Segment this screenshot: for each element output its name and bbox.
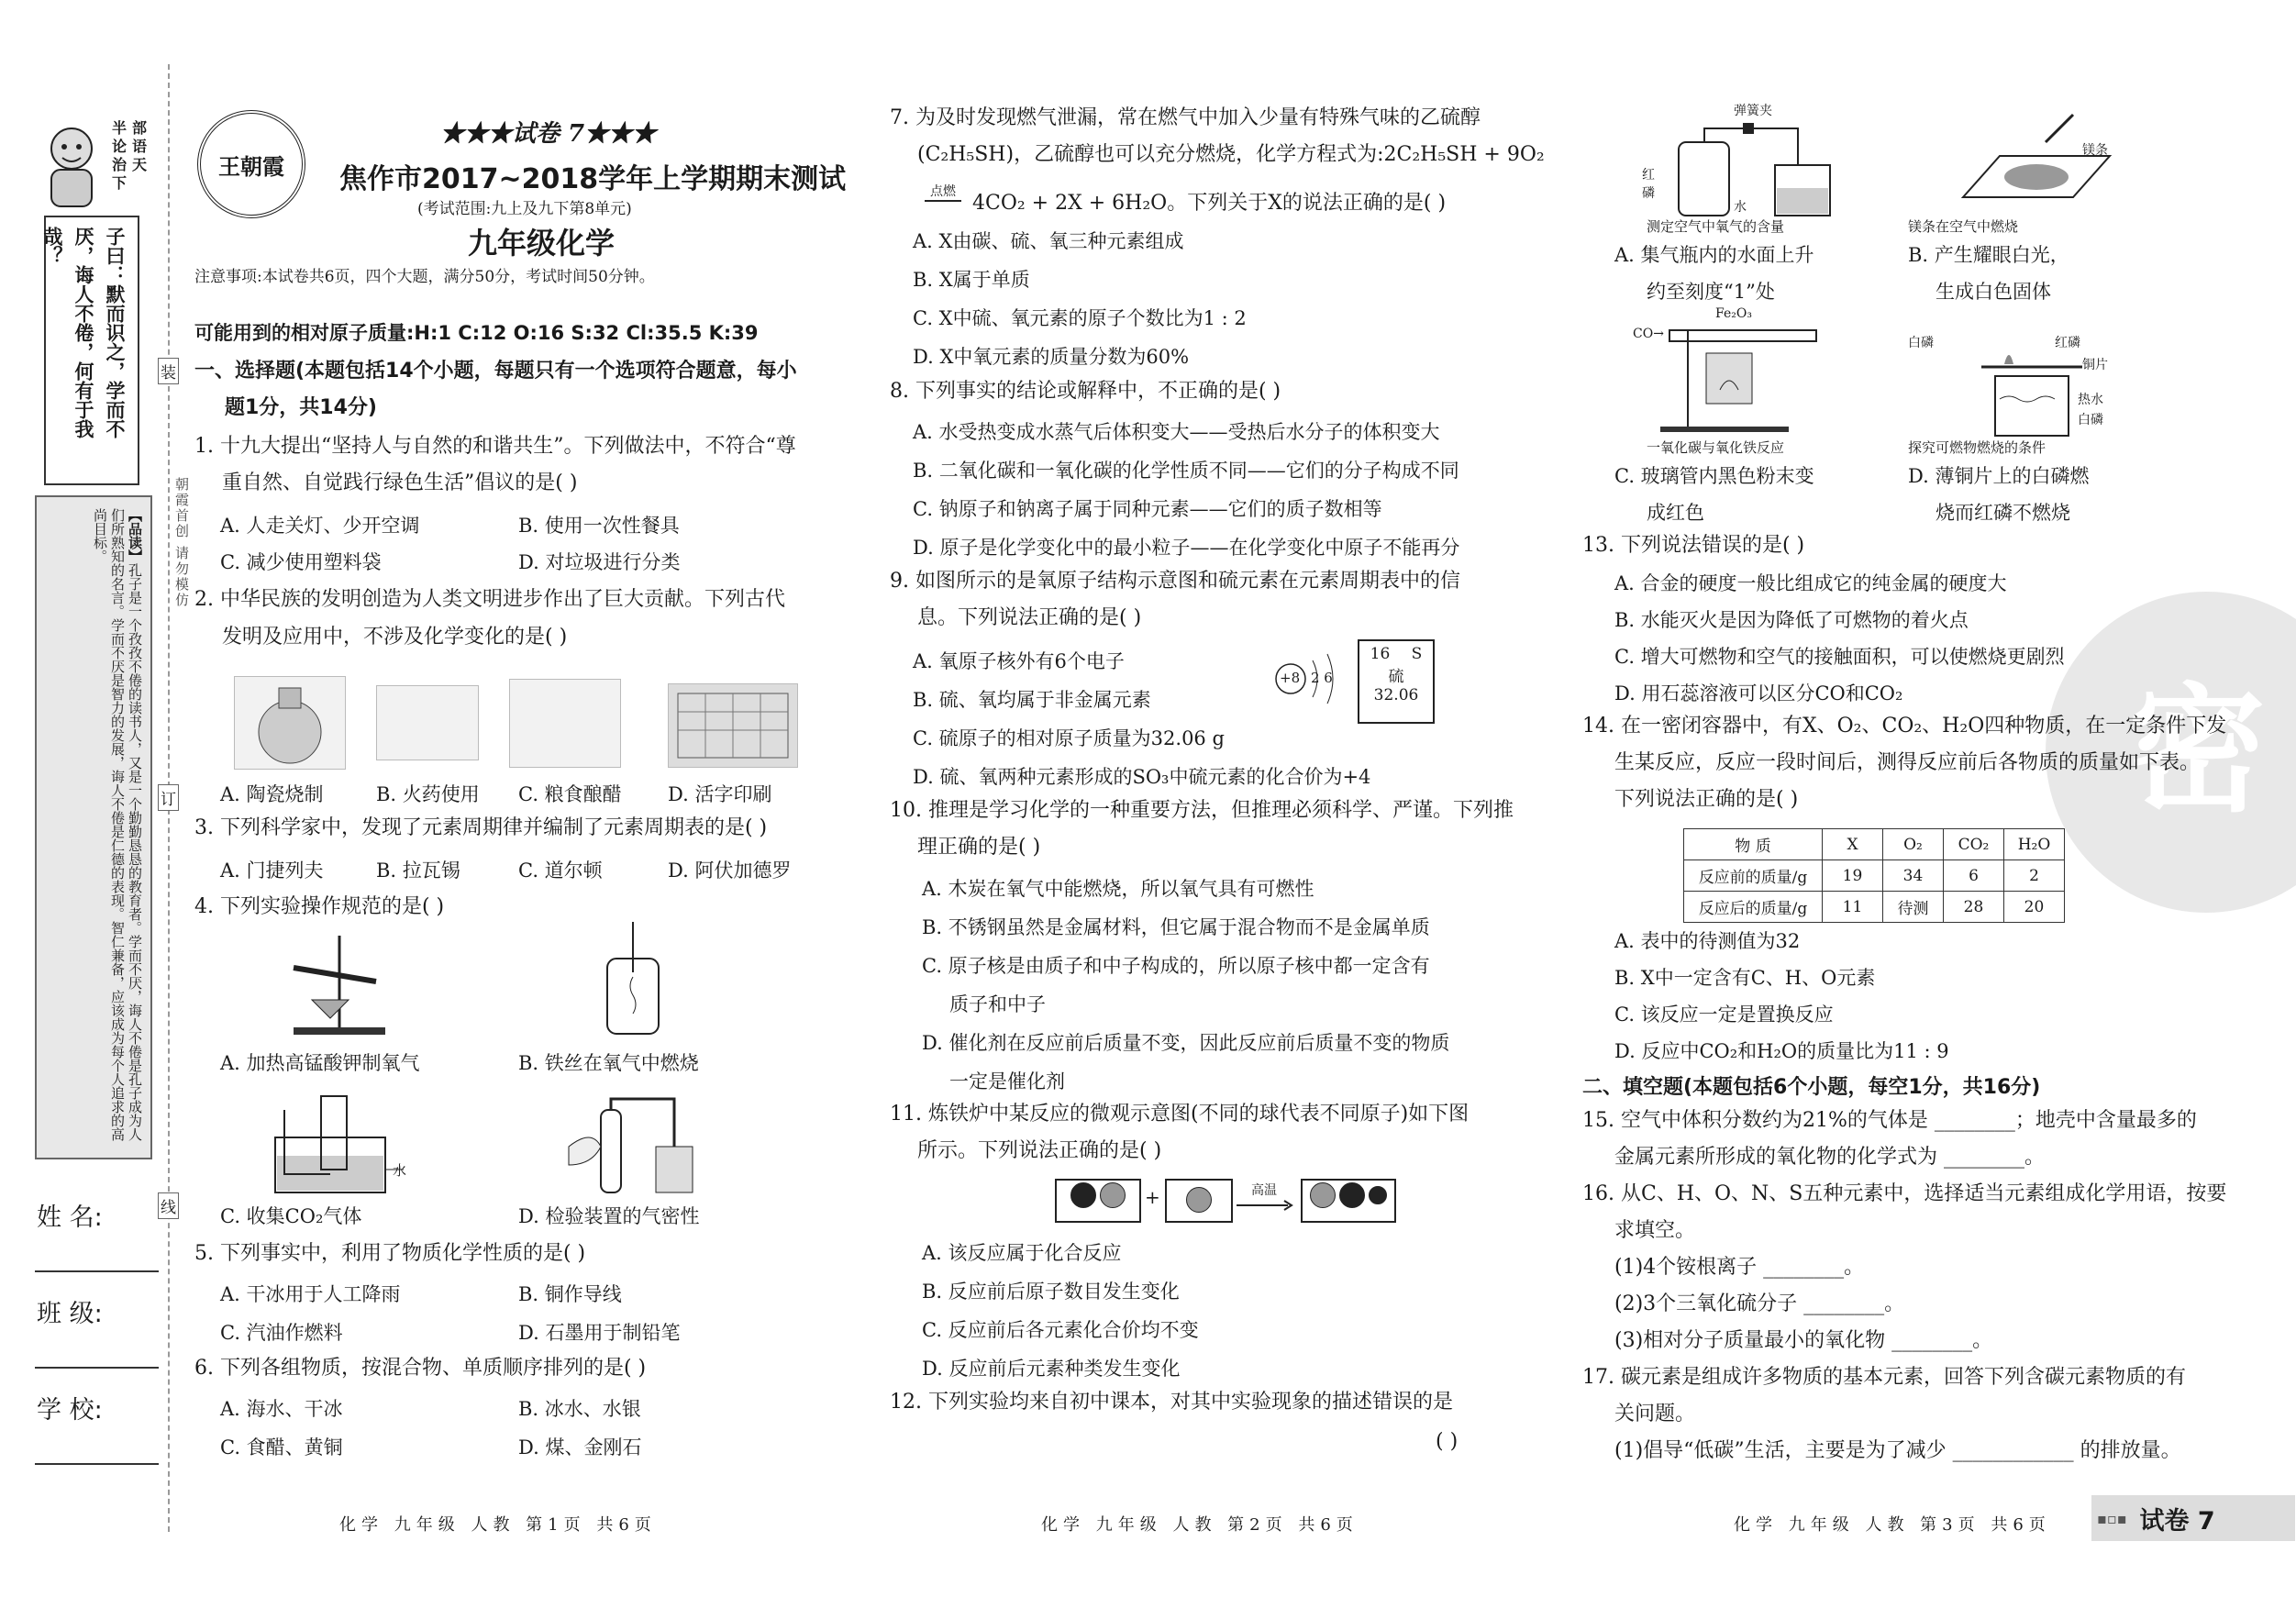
q4-option-c[interactable]: C. 收集CO₂气体 — [220, 1205, 362, 1227]
mass-table — [1683, 828, 2065, 923]
class-label: 班 级: — [37, 1300, 103, 1328]
q13-option-a[interactable]: A. 合金的硬度一般比组成它的纯金属的硬度大 — [1614, 572, 2007, 594]
q5-option-c[interactable]: C. 汽油作燃料 — [220, 1322, 343, 1344]
q16-blank-2[interactable]: (2)3个三氧化硫分子 ________。 — [1614, 1292, 1905, 1315]
element-number-symbol — [1359, 645, 1433, 663]
gas-collection-figure — [266, 1092, 413, 1202]
question-15-cont: 金属元素所形成的氧化物的化学式为 ________。 — [1614, 1146, 2045, 1169]
q7-option-b[interactable]: B. X属于单质 — [913, 269, 1030, 291]
fig-b-caption: 镁条在空气中燃烧 — [1908, 218, 2019, 235]
q3-option-b[interactable]: B. 拉瓦锡 — [376, 859, 460, 882]
page-footer-3: 化学 九年级 人教 第3页 共6页 — [1734, 1515, 2051, 1535]
q4-option-b[interactable]: B. 铁丝在氧气中燃烧 — [518, 1052, 699, 1074]
nucleus-label: +8 — [1280, 670, 1301, 686]
q14-option-a[interactable]: A. 表中的待测值为32 — [1614, 930, 1801, 952]
atomic-number: 16 — [1370, 645, 1391, 663]
section-2-heading: 二、填空题(本题包括6个小题，每空1分，共16分) — [1582, 1076, 2041, 1099]
mascot-icon — [35, 119, 108, 211]
q9-option-d[interactable]: D. 硫、氧两种元素形成的SO₃中硫元素的化合价为+4 — [913, 766, 1371, 788]
printing-image — [668, 683, 798, 768]
sidebar — [28, 110, 190, 1165]
element-symbol: S — [1411, 645, 1423, 663]
question-10-cont: 理正确的是( ) — [917, 836, 1041, 859]
element-name: 硫 — [1388, 668, 1404, 686]
table-cell: 34 — [1883, 860, 1944, 892]
table-cell: 19 — [1823, 860, 1883, 892]
page-footer-1: 化学 九年级 人教 第1页 共6页 — [339, 1515, 657, 1535]
seal-mark: 线 — [158, 1192, 179, 1219]
q2-option-a[interactable]: A. 陶瓷烧制 — [220, 783, 324, 805]
heating-apparatus-figure — [275, 931, 404, 1037]
corner-tag — [2091, 1495, 2295, 1541]
series-char: 半 — [112, 119, 128, 137]
logo-text: 王朝霞 — [218, 152, 284, 180]
q3-option-a[interactable]: A. 门捷列夫 — [220, 859, 324, 882]
reaction-arrow — [1235, 1181, 1293, 1212]
question-17: 17. 碳元素是组成许多物质的基本元素，回答下列含碳元素物质的有 — [1582, 1366, 2186, 1389]
reading-text: 孔子是一个孜孜不倦的读书人，又是一个勤勤恳恳的教育者。学而不厌，诲人不倦是孔子成为人们所熟知的名言。学而不厌是智力的发展，诲人不倦是仁德的表现。智仁兼备，应该成为每个人追求的高尚目标。 — [92, 508, 143, 1141]
reading-title: 【品读】 — [127, 508, 143, 563]
question-1: 1. 十九大提出“坚持人与自然的和谐共生”。下列做法中，不符合“尊 — [194, 435, 796, 458]
arrow-condition: 高温 — [1251, 1183, 1277, 1198]
q12-option-c[interactable]: C. 玻璃管内黑色粉末变 — [1614, 465, 1814, 487]
series-char: 治 — [112, 156, 128, 173]
question-6: 6. 下列各组物质，按混合物、单质顺序排列的是( ) — [194, 1357, 647, 1380]
red-phosphorus-label-2: 红磷 — [2055, 336, 2080, 350]
q3-option-d[interactable]: D. 阿伏加德罗 — [668, 859, 792, 882]
table-cell: 待测 — [1883, 892, 1944, 923]
q9-option-c[interactable]: C. 硫原子的相对原子质量为32.06 g — [913, 727, 1225, 749]
q10-option-c[interactable]: C. 原子核是由质子和中子构成的，所以原子核中都一定含有 — [922, 955, 1430, 977]
airtightness-figure — [564, 1092, 702, 1202]
porcelain-image — [234, 676, 346, 770]
table-cell: 反应前的质量/g — [1684, 860, 1823, 892]
copyright-note: 朝霞首创 请勿模仿 — [173, 477, 190, 608]
q2-option-c[interactable]: C. 粮食酿醋 — [518, 783, 622, 805]
q14-option-c[interactable]: C. 该反应一定是置换反应 — [1614, 1004, 1834, 1026]
q6-option-c[interactable]: C. 食醋、黄铜 — [220, 1436, 343, 1458]
oxygen-measure-figure — [1642, 101, 1844, 220]
fe2o3-label: Fe₂O₃ — [1715, 306, 1752, 321]
iron-wire-figure — [596, 922, 670, 1037]
atomic-masses: 可能用到的相对原子质量:H:1 C:12 O:16 S:32 Cl:35.5 K:39 — [194, 322, 759, 344]
q10-option-d[interactable]: D. 催化剂在反应前后质量不变，因此反应前后质量不变的物质 — [922, 1032, 1450, 1054]
table-cell: 6 — [1944, 860, 2004, 892]
q10-option-c-cont: 质子和中子 — [949, 993, 1046, 1015]
q11-option-d[interactable]: D. 反应前后元素种类发生变化 — [922, 1358, 1181, 1380]
question-2: 2. 中华民族的发明创造为人类文明进步作出了巨大贡献。下列古代 — [194, 588, 785, 611]
q1-option-a[interactable]: A. 人走关灯、少开空调 — [220, 515, 420, 537]
series-char: 天 — [132, 156, 148, 173]
q5-option-d[interactable]: D. 石墨用于制铅笔 — [518, 1322, 681, 1344]
reading-content — [91, 508, 143, 1141]
q7-option-d[interactable]: D. X中氧元素的质量分数为60% — [913, 346, 1190, 368]
subject-title: 九年级化学 — [468, 226, 616, 261]
table-cell: 28 — [1944, 892, 2004, 923]
table-cell: 20 — [2004, 892, 2065, 923]
publisher-logo — [197, 110, 305, 218]
reading-box — [35, 495, 152, 1159]
question-15: 15. 空气中体积分数约为21%的气体是 ________；地壳中含量最多的 — [1582, 1109, 2197, 1132]
table-header: 物 质 — [1684, 829, 1823, 860]
red-phosphorus-label: 红磷 — [1642, 168, 1655, 201]
q13-option-c[interactable]: C. 增大可燃物和空气的接触面积，可以使燃烧更剧烈 — [1614, 646, 2065, 668]
shell-electrons: 2 6 — [1311, 670, 1333, 686]
q8-option-a[interactable]: A. 水受热变成水蒸气后体积变大——受热后水分子的体积变大 — [913, 421, 1440, 443]
table-cell: 2 — [2004, 860, 2065, 892]
q11-option-b[interactable]: B. 反应前后原子数目发生变化 — [922, 1281, 1180, 1303]
school-field[interactable] — [35, 1463, 159, 1465]
fig-c-caption: 一氧化碳与氧化铁反应 — [1647, 439, 1785, 456]
q1-option-c[interactable]: C. 减少使用塑料袋 — [220, 551, 382, 573]
q12-option-b-cont: 生成白色固体 — [1936, 281, 2051, 303]
exam-scope: (考试范围:九上及九下第8单元) — [417, 200, 632, 218]
q3-option-c[interactable]: C. 道尔顿 — [518, 859, 603, 882]
question-14-cont: 生某反应，反应一段时间后，测得反应前后各物质的质量如下表。 — [1614, 751, 2201, 774]
question-2-cont: 发明及应用中，不涉及化学变化的是( ) — [222, 626, 568, 649]
magnesium-label: 镁条 — [2082, 143, 2108, 158]
table-header: X — [1823, 829, 1883, 860]
question-11: 11. 炼铁炉中某反应的微观示意图(不同的球代表不同原子)如下图 — [890, 1103, 1470, 1126]
table-cell: 反应后的质量/g — [1684, 892, 1823, 923]
quote-text: 子曰：默而识之，学而不厌，诲人不倦，何有于我哉？ — [41, 227, 126, 438]
notice: 注意事项:本试卷共6页，四个大题，满分50分，考试时间50分钟。 — [194, 268, 655, 286]
section-1-heading: 一、选择题(本题包括14个小题，每题只有一个选项符合题意，每小 — [194, 360, 797, 383]
copper-label: 铜片 — [2082, 358, 2108, 372]
question-14-cont-2: 下列说法正确的是( ) — [1614, 788, 1799, 811]
question-13: 13. 下列说法错误的是( ) — [1582, 534, 1805, 557]
q6-option-d[interactable]: D. 煤、金刚石 — [518, 1436, 642, 1458]
series-char: 部 — [132, 119, 148, 137]
q10-option-a[interactable]: A. 木炭在氧气中能燃烧，所以氧气具有可燃性 — [922, 878, 1314, 900]
fig-d-caption: 探究可燃物燃烧的条件 — [1908, 439, 2046, 456]
table-header: H₂O — [2004, 829, 2065, 860]
oxygen-atom-diagram — [1270, 647, 1344, 711]
table-cell: 11 — [1823, 892, 1883, 923]
q7-option-a[interactable]: A. X由碳、硫、氧三种元素组成 — [913, 230, 1184, 252]
gunpowder-image — [376, 685, 479, 760]
series-title — [112, 119, 152, 193]
combustion-figure — [1908, 326, 2128, 440]
exam-title: 焦作市2017~2018学年上学期期末测试 — [339, 163, 847, 195]
hot-water-label: 热水 — [2078, 393, 2103, 407]
co-reduction-figure — [1633, 303, 1853, 436]
question-9: 9. 如图所示的是氧原子结构示意图和硫元素在元素周期表中的信 — [890, 570, 1460, 593]
fig-a-caption: 测定空气中氧气的含量 — [1647, 218, 1785, 235]
corner-dots-icon: ▪▫▪ — [2097, 1509, 2127, 1527]
seal-mark: 订 — [158, 784, 179, 811]
q8-option-c[interactable]: C. 钠原子和钠离子属于同种元素——它们的质子数相等 — [913, 498, 1382, 520]
q13-option-d[interactable]: D. 用石蕊溶液可以区分CO和CO₂ — [1614, 682, 1903, 704]
q5-option-a[interactable]: A. 干冰用于人工降雨 — [220, 1283, 401, 1305]
question-17-cont: 关问题。 — [1614, 1403, 1696, 1425]
q6-option-a[interactable]: A. 海水、干冰 — [220, 1398, 343, 1420]
q17-blank-1[interactable]: (1)倡导“低碳”生活，主要是为了减少 ____________ 的排放量。 — [1614, 1439, 2181, 1462]
question-12: 12. 下列实验均来自初中课本，对其中实验现象的描述错误的是 — [890, 1391, 1453, 1414]
reactant-box-2 — [1165, 1179, 1233, 1223]
section-1-heading-cont: 题1分，共14分) — [225, 396, 377, 419]
question-7-cont: (C₂H₅SH)，乙硫醇也可以充分燃烧，化学方程式为:2C₂H₅SH + 9O₂ — [917, 143, 1545, 166]
class-field[interactable] — [35, 1367, 159, 1369]
reaction-condition: 点燃 — [925, 182, 961, 202]
sulfur-element-card — [1358, 639, 1435, 724]
question-7: 7. 为及时发现燃气泄漏，常在燃气中加入少量有特殊气味的乙硫醇 — [890, 106, 1481, 129]
q11-option-c[interactable]: C. 反应前后各元素化合价均不变 — [922, 1319, 1199, 1341]
question-12-bracket: ( ) — [1436, 1430, 1459, 1453]
q4-option-a[interactable]: A. 加热高锰酸钾制氧气 — [220, 1052, 420, 1074]
question-16: 16. 从C、H、O、N、S五种元素中，选择适当元素组成化学用语，按要 — [1582, 1182, 2227, 1205]
paper-number: ★★★试卷 7★★★ — [440, 120, 657, 148]
q10-option-d-cont: 一定是催化剂 — [949, 1070, 1065, 1092]
question-4: 4. 下列实验操作规范的是( ) — [194, 895, 445, 918]
q9-option-a[interactable]: A. 氧原子核外有6个电子 — [913, 650, 1125, 672]
question-7-equation: 4CO₂ + 2X + 6H₂O。下列关于X的说法正确的是( ) — [972, 192, 1447, 215]
q14-option-d[interactable]: D. 反应中CO₂和H₂O的质量比为11 : 9 — [1614, 1040, 1949, 1062]
name-field[interactable] — [35, 1270, 159, 1272]
question-16-cont: 求填空。 — [1614, 1219, 1696, 1242]
plus-sign: + — [1145, 1186, 1160, 1208]
white-phosphorus-label: 白磷 — [1908, 336, 1934, 350]
reactant-box-1 — [1055, 1179, 1141, 1223]
table-header-row — [1684, 829, 2065, 860]
q9-option-b[interactable]: B. 硫、氧均属于非金属元素 — [913, 689, 1151, 711]
co-label: CO→ — [1633, 327, 1664, 341]
table-row — [1684, 892, 2065, 923]
q12-option-a[interactable]: A. 集气瓶内的水面上升 — [1614, 244, 1814, 266]
page-footer-2: 化学 九年级 人教 第2页 共6页 — [1041, 1515, 1359, 1535]
water-label: 水 — [393, 1162, 407, 1179]
q12-option-d[interactable]: D. 薄铜片上的白磷燃 — [1908, 465, 2090, 487]
atomic-mass: 32.06 — [1373, 686, 1419, 704]
seal-mark: 装 — [158, 358, 179, 384]
q1-option-d[interactable]: D. 对垃圾进行分类 — [518, 551, 681, 573]
q5-option-b[interactable]: B. 铜作导线 — [518, 1283, 622, 1305]
question-5: 5. 下列事实中，利用了物质化学性质的是( ) — [194, 1242, 586, 1265]
q14-option-b[interactable]: B. X中一定含有C、H、O元素 — [1614, 967, 1876, 989]
q7-option-c[interactable]: C. X中硫、氧元素的原子个数比为1 : 2 — [913, 307, 1247, 329]
q12-option-d-cont: 烧而红磷不燃烧 — [1936, 502, 2070, 524]
series-char: 下 — [112, 174, 128, 192]
q11-option-a[interactable]: A. 该反应属于化合反应 — [922, 1242, 1122, 1264]
q8-option-b[interactable]: B. 二氧化碳和一氧化碳的化学性质不同——它们的分子构成不同 — [913, 460, 1459, 482]
question-1-cont: 重自然、自觉践行绿色生活”倡议的是( ) — [222, 471, 578, 494]
q12-option-c-cont: 成红色 — [1647, 502, 1704, 524]
q2-option-d[interactable]: D. 活字印刷 — [668, 783, 772, 805]
clip-label: 弹簧夹 — [1734, 104, 1772, 118]
name-label: 姓 名: — [37, 1203, 103, 1232]
table-header: CO₂ — [1944, 829, 2004, 860]
question-8: 8. 下列事实的结论或解释中，不正确的是( ) — [890, 380, 1281, 403]
q13-option-b[interactable]: B. 水能灭火是因为降低了可燃物的着火点 — [1614, 609, 1969, 631]
question-14: 14. 在一密闭容器中，有X、O₂、CO₂、H₂O四种物质，在一定条件下发 — [1582, 715, 2227, 738]
product-box — [1301, 1179, 1396, 1223]
q12-option-a-cont: 约至刻度“1”处 — [1647, 281, 1775, 303]
q4-option-d[interactable]: D. 检验装置的气密性 — [518, 1205, 700, 1227]
series-char: 论 — [112, 138, 128, 155]
microscopic-reaction-diagram — [1055, 1179, 1367, 1225]
q6-option-b[interactable]: B. 冰水、水银 — [518, 1398, 641, 1420]
question-10: 10. 推理是学习化学的一种重要方法，但推理必须科学、严谨。下列推 — [890, 799, 1514, 822]
magnesium-figure — [1936, 105, 2119, 211]
quote-box — [41, 216, 139, 485]
q16-blank-3[interactable]: (3)相对分子质量最小的氧化物 ________。 — [1614, 1329, 1993, 1352]
svg-text:密: 密 — [2128, 671, 2267, 831]
school-label: 学 校: — [37, 1396, 103, 1425]
q16-blank-1[interactable]: (1)4个铵根离子 ________。 — [1614, 1256, 1865, 1279]
q12-option-b[interactable]: B. 产生耀眼白光， — [1908, 244, 2069, 266]
question-3: 3. 下列科学家中，发现了元素周期律并编制了元素周期表的是( ) — [194, 816, 768, 839]
question-11-cont: 所示。下列说法正确的是( ) — [917, 1139, 1162, 1162]
white-phosphorus-label-2: 白磷 — [2078, 413, 2103, 427]
q8-option-d[interactable]: D. 原子是化学变化中的最小粒子——在化学变化中原子不能再分 — [913, 537, 1460, 559]
vinegar-image — [509, 679, 621, 768]
table-header: O₂ — [1883, 829, 1944, 860]
question-9-cont: 息。下列说法正确的是( ) — [917, 606, 1142, 629]
water-label: 水 — [1734, 200, 1747, 215]
q1-option-b[interactable]: B. 使用一次性餐具 — [518, 515, 680, 537]
q10-option-b[interactable]: B. 不锈钢虽然是金属材料，但它属于混合物而不是金属单质 — [922, 916, 1430, 938]
series-char: 语 — [132, 138, 148, 155]
q2-option-b[interactable]: B. 火药使用 — [376, 783, 480, 805]
corner-tag-text: 试卷 7 — [2139, 1506, 2215, 1536]
table-row — [1684, 860, 2065, 892]
